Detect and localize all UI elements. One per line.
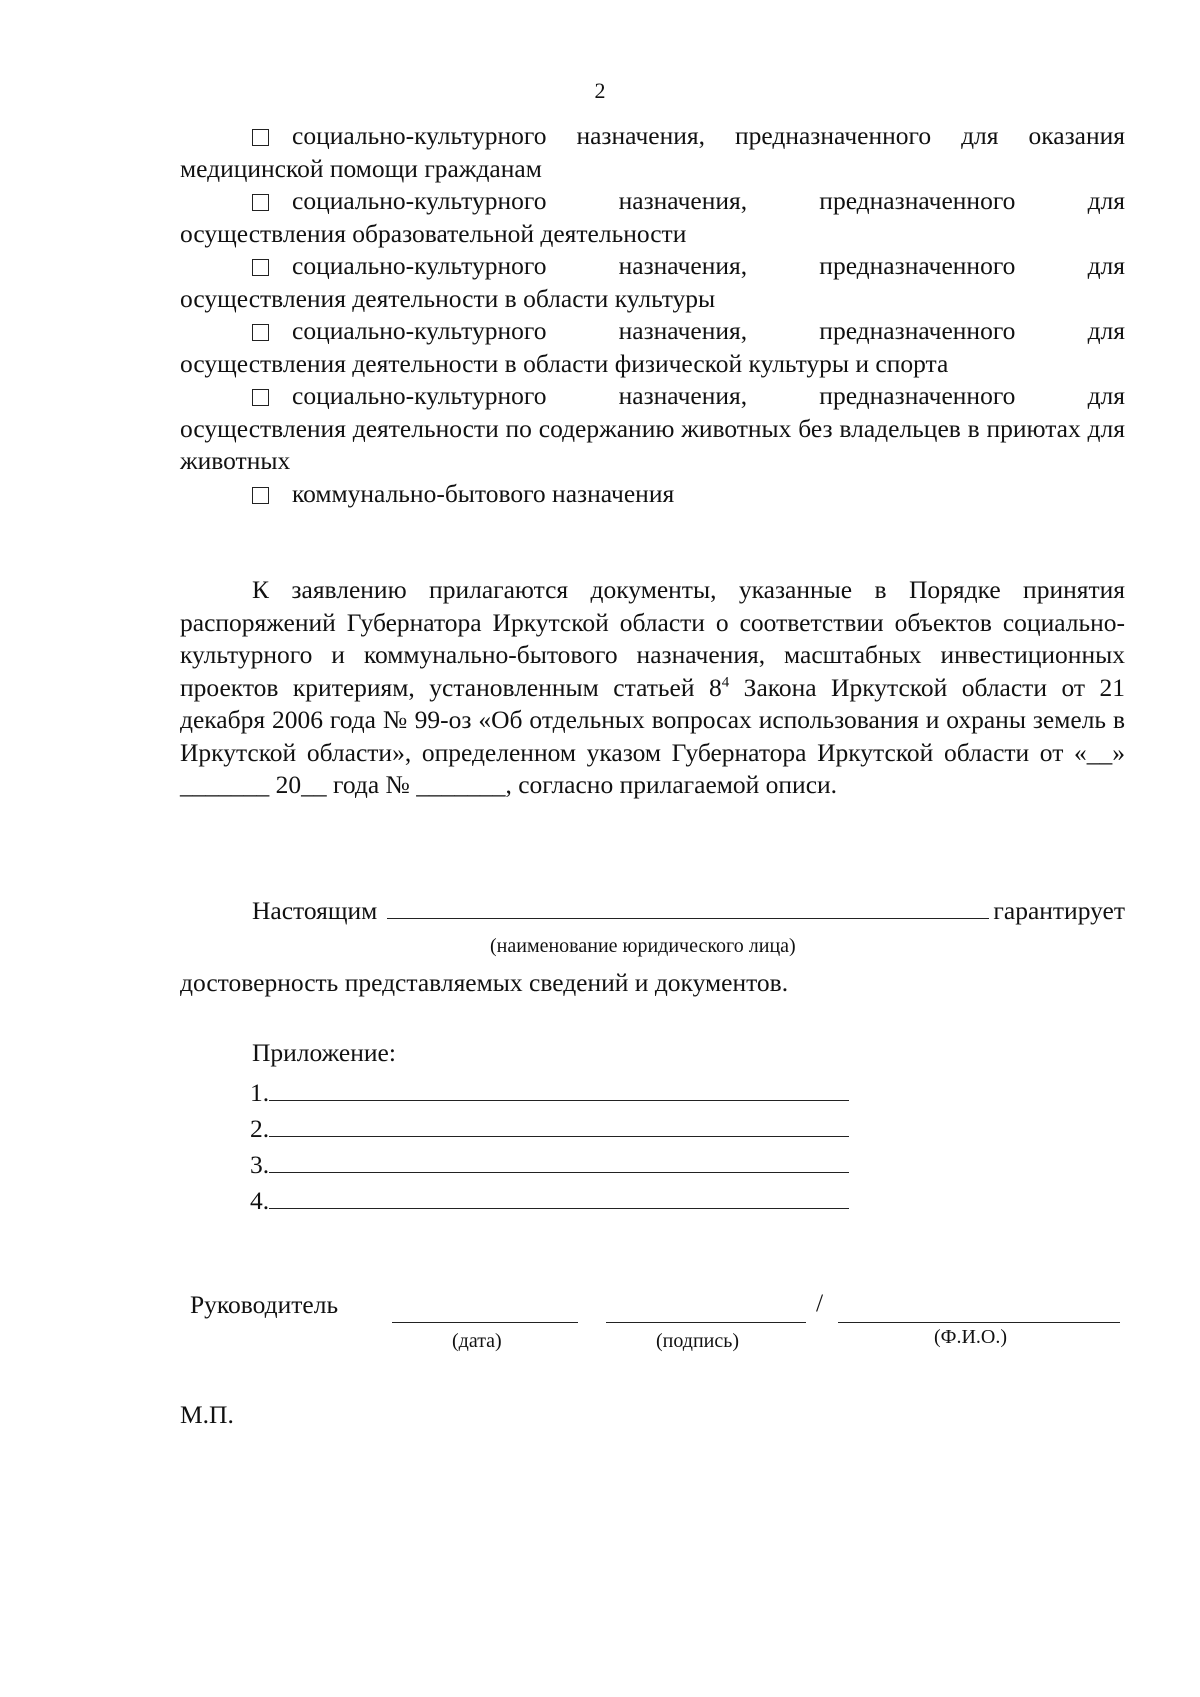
legal-entity-caption: (наименование юридического лица): [490, 935, 796, 957]
checkbox-icon[interactable]: [252, 324, 269, 341]
appendix-item: 2.: [250, 1112, 849, 1144]
checkbox-item: коммунально-бытового назначения: [180, 478, 1125, 511]
checkbox-icon[interactable]: [252, 389, 269, 406]
attachment-paragraph: К заявлению прилагаются документы, указанные в Порядке принятия распоряжений Губернатора Иркутской области о соответствии объектов социально-культурного и коммунально-бытового назначения, масштабных инвестиционных проектов критериям, установленным статьей $8^4$ Закона Иркутской области от 21 декабря 2006 года № 99-оз «Об отдельных вопросах использования и охраны земель в Иркутской области», определенном указом Губернатора Иркутской области от «__» _______ 20__ года № _______, согласно прилагаемой описи.: [180, 575, 1125, 799]
checkbox-item: социально-культурного назначения, предназначенного для осуществления деятельности в области физической культуры и спорта: [180, 316, 1125, 378]
signature-field[interactable]: [606, 1298, 806, 1323]
appendix-item: 4.: [250, 1184, 849, 1216]
guarantee-tail: гарантирует: [993, 896, 1125, 925]
date-field[interactable]: [392, 1298, 578, 1323]
appendix-field[interactable]: [269, 1148, 849, 1173]
checkbox-icon[interactable]: [252, 129, 269, 146]
legal-entity-field[interactable]: [387, 894, 989, 919]
signature-role: Руководитель: [190, 1290, 339, 1319]
guarantee-row: [252, 894, 1125, 926]
checkbox-item: социально-культурного назначения, предназначенного для осуществления деятельности в области культуры: [180, 251, 1125, 313]
signature-slash: /: [816, 1288, 824, 1317]
checkbox-item: социально-культурного назначения, предназначенного для осуществления образовательной деятельности: [180, 186, 1125, 248]
appendix-title: Приложение:: [252, 1038, 396, 1067]
page-number: 2: [594, 78, 606, 103]
appendix-item: 3.: [250, 1148, 849, 1180]
signature-caption: (подпись): [656, 1330, 740, 1352]
checkbox-item: социально-культурного назначения, предназначенного для оказания медицинской помощи гражданам: [180, 121, 1125, 183]
full-name-caption: (Ф.И.О.): [934, 1326, 1008, 1348]
appendix-item: 1.: [250, 1076, 849, 1108]
appendix-field[interactable]: [269, 1112, 849, 1137]
guarantee-continuation: достоверность представляемых сведений и документов.: [180, 968, 789, 997]
date-caption: (дата): [452, 1330, 502, 1352]
checkbox-item: социально-культурного назначения, предназначенного для осуществления деятельности по содержанию животных без владельцев в приютах для животных: [180, 381, 1125, 475]
seal-label: М.П.: [180, 1400, 234, 1429]
checkbox-icon[interactable]: [252, 259, 269, 276]
checkbox-icon[interactable]: [252, 194, 269, 211]
checkbox-icon[interactable]: [252, 487, 269, 504]
appendix-field[interactable]: [269, 1184, 849, 1209]
appendix-field[interactable]: [269, 1076, 849, 1101]
guarantee-lead: Настоящим: [252, 896, 378, 925]
checkbox-list: [180, 120, 1125, 510]
full-name-field[interactable]: [838, 1298, 1120, 1323]
